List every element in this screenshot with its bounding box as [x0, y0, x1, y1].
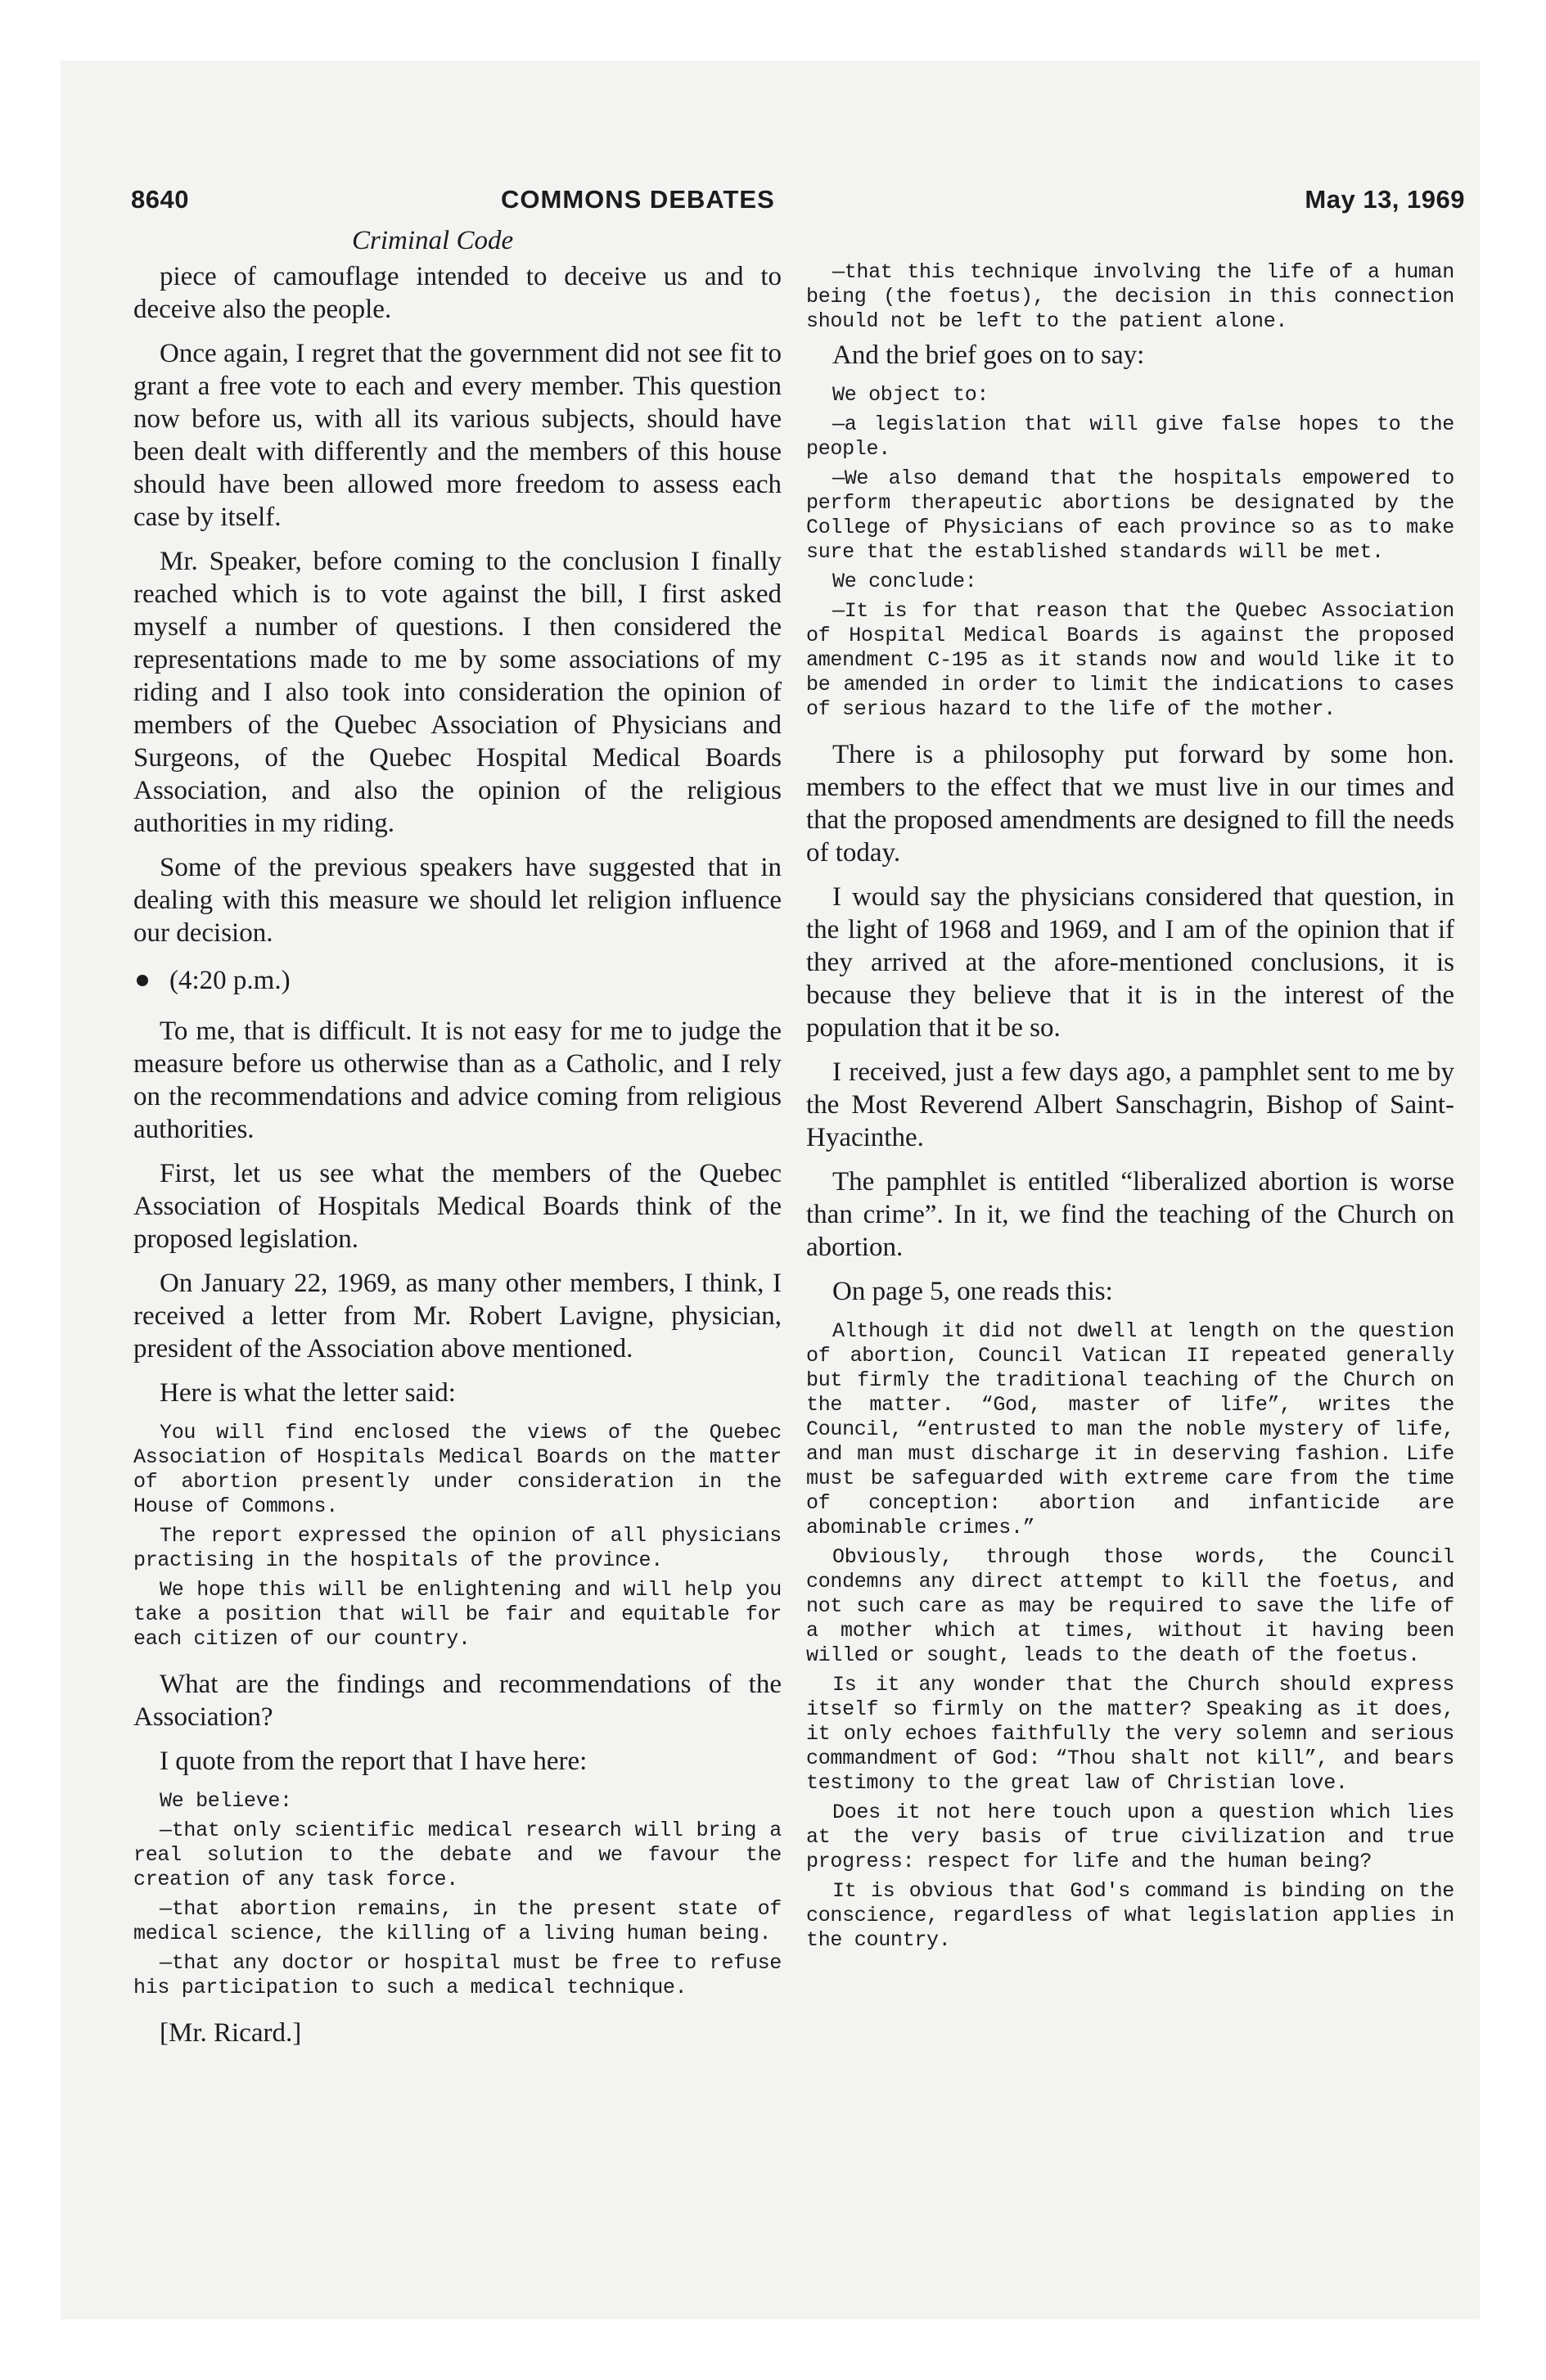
section-subhead: Criminal Code	[352, 226, 514, 255]
paragraph-text: —a legislation that will give false hopes to the people.	[806, 412, 1454, 461]
paragraph-text: —that abortion remains, in the present state of medical science, the killing of a living human being.	[133, 1897, 782, 1945]
paragraph-text: The pamphlet is entitled “liberalized abortion is worse than crime”. In it, we find the teaching of the Church on abortion.	[806, 1167, 1454, 1262]
body-paragraph	[806, 881, 1454, 1044]
body-paragraph	[133, 1668, 782, 1733]
paragraph-text: —that this technique involving the life of a human being (the foetus), the decision in this connection should not be left to the patient alone.	[806, 260, 1454, 333]
paragraph-text: Some of the previous speakers have suggested that in dealing with this measure we should let religion influence our decision.	[133, 853, 782, 948]
paragraph-text: Mr. Speaker, before coming to the conclusion I finally reached which is to vote against the bill, I first asked myself a number of questions. I then considered the representations made to me by some associations of my riding and I also took into consideration the opinion of members of the Quebec Association of Physicians and Surgeons, of the Quebec Hospital Medical Boards Association, and also the opinion of the religious authorities in my riding.	[133, 547, 782, 838]
quoted-paragraph	[806, 570, 1454, 594]
paragraph-text: (4:20 p.m.)	[169, 966, 291, 995]
body-paragraph	[133, 260, 782, 326]
body-paragraph	[806, 1275, 1454, 1308]
page-header	[131, 185, 1465, 226]
quoted-paragraph	[133, 1421, 782, 1519]
quoted-paragraph	[133, 1578, 782, 1652]
paragraph-text: We object to:	[832, 383, 989, 407]
paragraph-text: On page 5, one reads this:	[832, 1277, 1113, 1306]
paragraph-text: Here is what the letter said:	[160, 1378, 456, 1408]
body-paragraph	[133, 545, 782, 840]
quoted-paragraph	[133, 1524, 782, 1573]
paragraph-text: Obviously, through those words, the Council condemns any direct attempt to kill the foetus, and not such care as may be required to save the life of a mother which at times, without it having been willed or sought, leads to the death of the foetus.	[806, 1545, 1454, 1667]
paragraph-text: First, let us see what the members of the Quebec Association of Hospitals Medical Boards think of the proposed legislation.	[133, 1159, 782, 1254]
quoted-paragraph	[806, 1319, 1454, 1540]
speaker-signoff	[133, 2017, 782, 2049]
left-column	[133, 260, 782, 2061]
quoted-paragraph	[806, 260, 1454, 334]
quoted-paragraph	[133, 1819, 782, 1892]
paragraph-text: The report expressed the opinion of all physicians practising in the hospitals of the province.	[133, 1524, 782, 1572]
quoted-paragraph	[806, 1801, 1454, 1874]
body-paragraph	[133, 851, 782, 949]
paragraph-text: Does it not here touch upon a question which lies at the very basis of true civilization and true progress: respect for life and the human being?	[806, 1801, 1454, 1873]
paragraph-text: piece of camouflage intended to deceive us and to deceive also the people.	[133, 262, 782, 324]
paragraph-text: Although it did not dwell at length on the question of abortion, Council Vatican II repeated generally but firmly the traditional teaching of the Church on the matter. “God, master of life”, writes the Council, “entrusted to man the noble mystery of life, and man must discharge it in deserving fashion. Life must be safeguarded with extreme care from the time of conception: abortion and infanticide are abominable crimes.”	[806, 1319, 1454, 1539]
paragraph-text: I received, just a few days ago, a pamphlet sent to me by the Most Reverend Albert Sanschagrin, Bishop of Saint-Hyacinthe.	[806, 1057, 1454, 1152]
paragraph-text: —We also demand that the hospitals empowered to perform therapeutic abortions be designated by the College of Physicians of each province so as to make sure that the established standards will be met.	[806, 467, 1454, 564]
body-paragraph	[133, 1377, 782, 1409]
paragraph-text: What are the findings and recommendations of the Association?	[133, 1670, 782, 1732]
body-paragraph	[806, 738, 1454, 869]
paragraph-text: —It is for that reason that the Quebec Association of Hospital Medical Boards is against the proposed amendment C-195 as it stands now and would like it to be amended in order to limit the indications to cases of serious hazard to the life of the mother.	[806, 599, 1454, 721]
body-paragraph	[133, 1267, 782, 1365]
time-marker	[133, 964, 782, 997]
paragraph-text: —that only scientific medical research will bring a real solution to the debate and we favour the creation of any task force.	[133, 1819, 782, 1891]
paragraph-text: You will find enclosed the views of the Quebec Association of Hospitals Medical Boards on the matter of abortion presently under consideration in the House of Commons.	[133, 1421, 782, 1518]
paragraph-text: [Mr. Ricard.]	[160, 2018, 302, 2048]
paragraph-text: Once again, I regret that the government did not see fit to grant a free vote to each and every member. This question now before us, with all its various subjects, should have been dealt with differently and the members of this house should have been allowed more freedom to assess each case by itself.	[133, 339, 782, 532]
body-paragraph	[806, 1056, 1454, 1154]
quoted-paragraph	[133, 1951, 782, 2000]
paragraph-text: And the brief goes on to say:	[832, 340, 1145, 370]
body-paragraph	[806, 339, 1454, 372]
quoted-paragraph	[806, 1673, 1454, 1796]
publication-title: COMMONS DEBATES	[501, 185, 775, 214]
paragraph-text: There is a philosophy put forward by some hon. members to the effect that we must live in our times and that the proposed amendments are designed to fill the needs of today.	[806, 740, 1454, 868]
quoted-paragraph	[806, 1879, 1454, 1953]
paragraph-text: It is obvious that God's command is binding on the conscience, regardless of what legislation applies in the country.	[806, 1879, 1454, 1952]
paragraph-text: We conclude:	[832, 570, 977, 593]
paragraph-text: —that any doctor or hospital must be free to refuse his participation to such a medical technique.	[133, 1951, 782, 1999]
quoted-paragraph	[806, 383, 1454, 408]
quoted-paragraph	[806, 1545, 1454, 1668]
body-paragraph	[133, 337, 782, 534]
quoted-paragraph	[133, 1897, 782, 1946]
paragraph-text: We believe:	[160, 1789, 292, 1813]
paragraph-text: To me, that is difficult. It is not easy for me to judge the measure before us otherwise than as a Catholic, and I rely on the recommendations and advice coming from religious authorities.	[133, 1016, 782, 1144]
quoted-paragraph	[806, 412, 1454, 462]
quoted-paragraph	[806, 467, 1454, 565]
bullet-icon	[137, 975, 148, 986]
paragraph-text: We hope this will be enlightening and will help you take a position that will be fair and equitable for each citizen of our country.	[133, 1578, 782, 1651]
paragraph-text: On January 22, 1969, as many other members, I think, I received a letter from Mr. Robert Lavigne, physician, president of the Association above mentioned.	[133, 1269, 782, 1364]
paragraph-text: I quote from the report that I have here:	[160, 1747, 588, 1776]
body-paragraph	[806, 1165, 1454, 1264]
body-paragraph	[133, 1015, 782, 1146]
page-date: May 13, 1969	[1305, 185, 1465, 214]
body-paragraph	[133, 1745, 782, 1778]
paragraph-text: Is it any wonder that the Church should express itself so firmly on the matter? Speaking as it does, it only echoes faithfully the very solemn and serious commandment of God: “Thou shalt not kill”, and bears testimony to the great law of Christian love.	[806, 1673, 1454, 1795]
quoted-paragraph	[133, 1789, 782, 1814]
body-paragraph	[133, 1157, 782, 1255]
quoted-paragraph	[806, 599, 1454, 722]
paragraph-text: I would say the physicians considered that question, in the light of 1968 and 1969, and I am of the opinion that if they arrived at the afore-mentioned conclusions, it is because they believe that it is in the interest of the population that it be so.	[806, 882, 1454, 1043]
right-column	[806, 260, 1454, 1958]
page-number: 8640	[131, 185, 189, 214]
